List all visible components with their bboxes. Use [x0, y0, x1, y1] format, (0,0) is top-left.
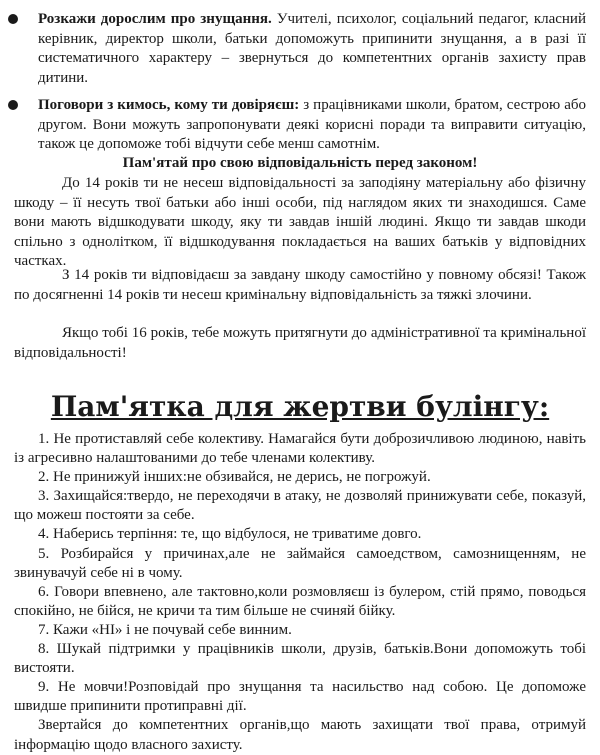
memo-item: 5. Розбирайся у причинах,але не займайся самоедством, самознищенням, не звинувачуй себе ні в чому. [14, 545, 586, 581]
memo-title: Пам'ятка для жертви булінгу: [50, 390, 550, 423]
memo-item: 3. Захищайся:твердо, не переходячи в атаку, не дозволяй принижувати себе, показуй, що можеш постояти за себе. [14, 488, 586, 524]
responsibility-heading [14, 154, 586, 174]
memo-item: Звертайся до компетентних органів,що мають захищати твої права, отримуй інформацію щодо власного захисту. [14, 717, 586, 753]
bullet-tell-adults-text: Учителі, психолог, соціальний педагог, класний керівник, директор школи, батьки допоможуть припинити знущання, а в разі її систематичного характеру – звернуться до компетентних органів захисту прав дитини. [38, 11, 586, 86]
memo-item: 8. Шукай підтримки у працівників школи, друзів, батьків.Вони допоможуть тобі вистояти. [14, 641, 586, 677]
responsibility-from-16: Якщо тобі 16 років, тебе можуть притягнути до адміністративної та кримінальної відповідальності! [14, 325, 586, 361]
bullet-tell-adults [38, 10, 586, 88]
memo-item: 4. Наберись терпіння: те, що відбулося, не триватиме довго. [38, 526, 422, 543]
responsibility-from-14: З 14 років ти відповідаєш за завдану шкоду самостійно у повному обсязі! Також по досягненні 14 років ти несеш кримінальну відповідальність за тяжкі злочини. [14, 267, 586, 303]
memo-item: 7. Кажи «НІ» і не почувай себе винним. [38, 621, 292, 638]
memo-item: 1. Не протиставляй себе колективу. Намагайся бути доброзичливою людиною, навіть із агресивно налаштованими до тебе членами колективу. [14, 431, 586, 467]
responsibility-heading-text: Пам'ятай про свою відповідальність перед законом! [122, 155, 478, 171]
bullet-tell-adults-heading: Розкажи дорослим про знущання. [38, 11, 272, 27]
bullet-icon [8, 100, 18, 110]
bullet-talk-to-trusted [38, 96, 586, 155]
responsibility-under-14: До 14 років ти не несеш відповідальності за заподіяну матеріальну або фізичну шкоду – її несуть твої батьки або інші особи, під наглядом яких ти знаходишся. Саме вони мають відшкодувати шкоду, яку ти завдав іншій людині. Якщо ти завдав шкоди спільно з однолітком, її відшкодування покладається на ваших батьків у відповідних частках. [14, 175, 586, 269]
bullet-talk-to-trusted-text: з працівниками школи, братом, сестрою або другом. Вони можуть запропонувати деякі корисні поради та виправити ситуацію, також це допоможе тобі відчути себе менш самотнім. [38, 97, 586, 152]
memo-item: 6. Говори впевнено, але тактовно,коли розмовляєш із булером, стій прямо, поводься спокійно, не бійся, не кричи та тим більше не счиняй бійку. [14, 583, 586, 619]
bullet-talk-to-trusted-heading: Поговори з кимось, кому ти довіряєш: [38, 97, 300, 113]
memo-item: 9. Не мовчи!Розповідай про знущання та насильство над собою. Це допоможе швидше припинити протиправні дії. [14, 679, 586, 715]
memo-list [14, 430, 586, 755]
memo-item: 2. Не принижуй інших:не обзивайся, не дерись, не погрожуй. [38, 469, 431, 486]
bullet-icon [8, 14, 18, 24]
